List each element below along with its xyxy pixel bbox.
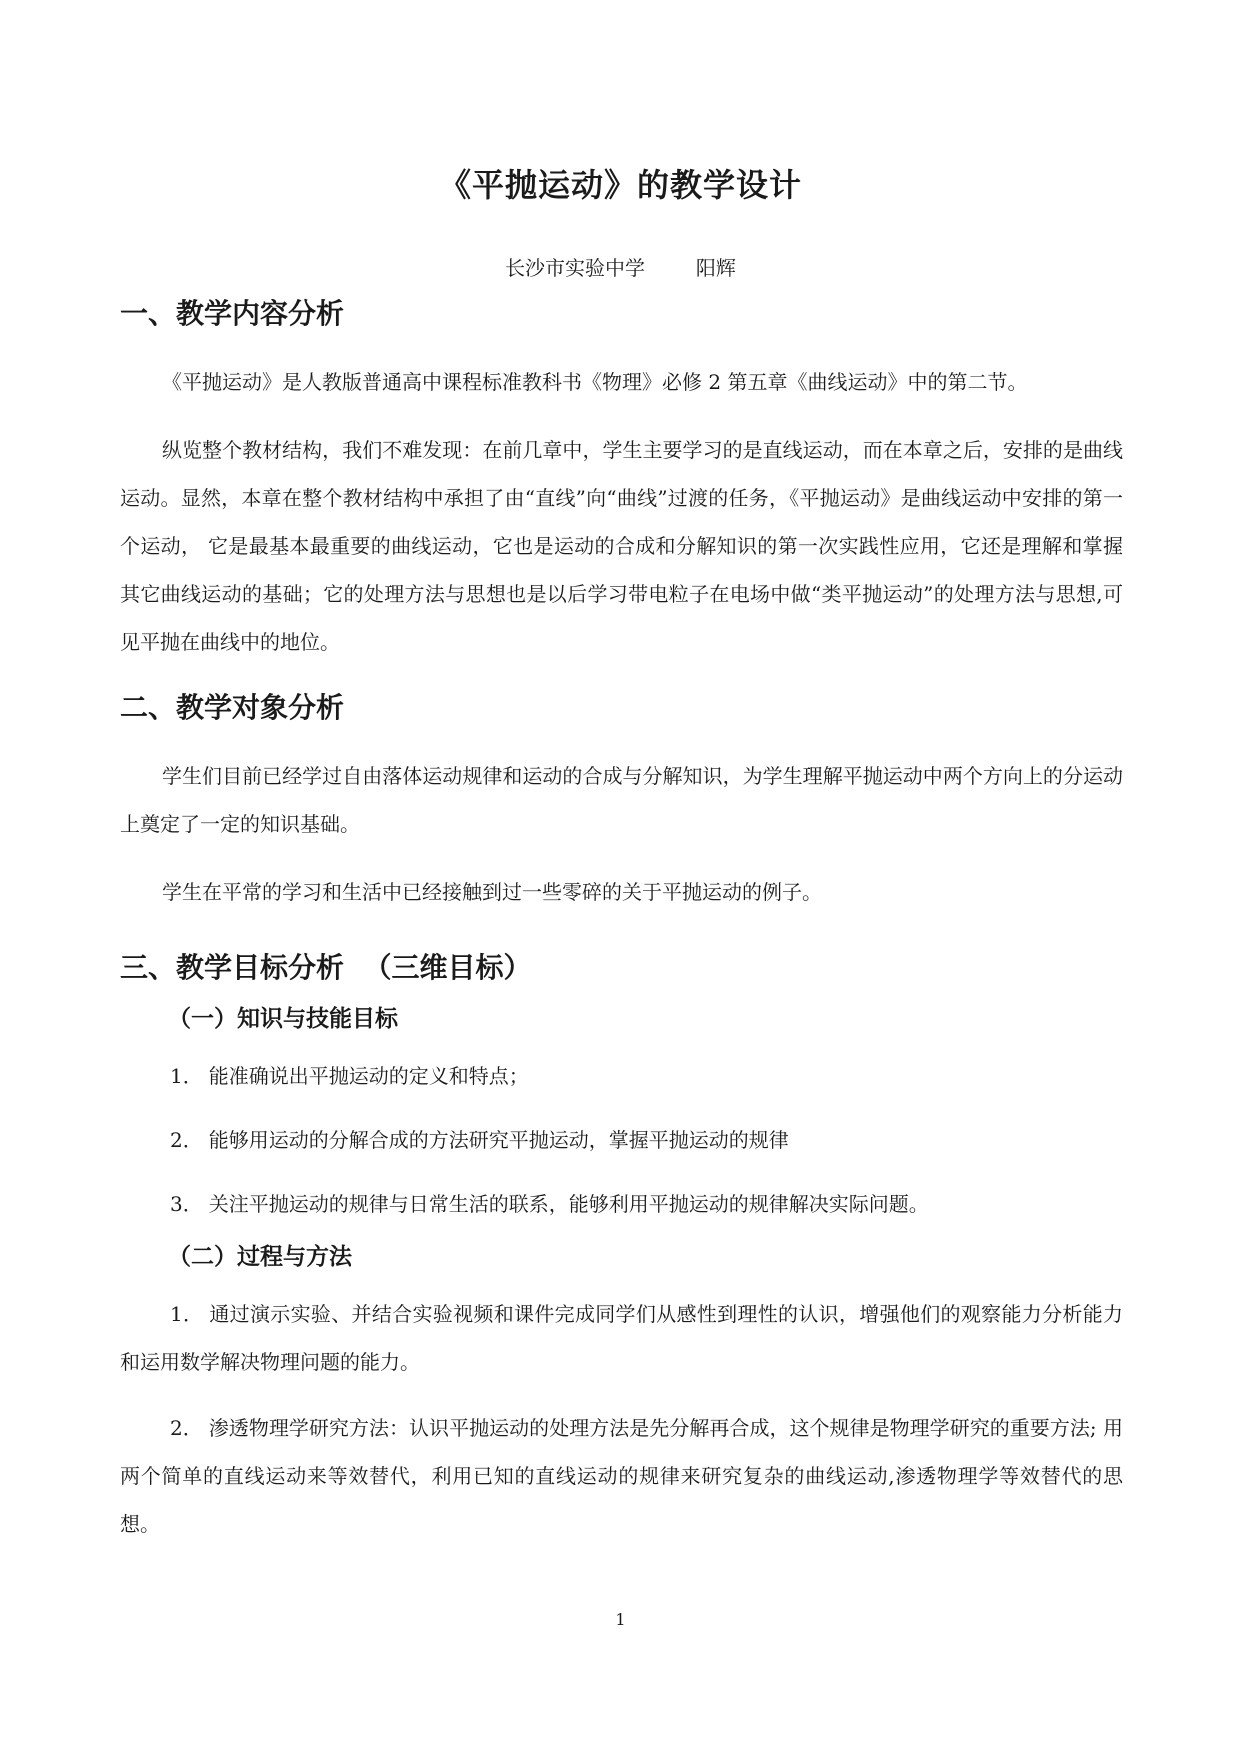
item-text: 能够用运动的分解合成的方法研究平抛运动，掌握平抛运动的规律: [208, 1128, 789, 1152]
author-line: 长沙市实验中学 阳辉: [505, 256, 736, 280]
item-number: 1．: [170, 1302, 204, 1326]
section-heading-content-analysis: 一、教学内容分析: [120, 297, 345, 330]
list-item: [120, 1116, 1123, 1164]
item-text: 能准确说出平抛运动的定义和特点；: [208, 1064, 529, 1088]
page-number: 1: [615, 1610, 626, 1629]
list-item: [120, 1404, 1123, 1548]
list-item: [120, 1052, 1123, 1100]
list-item: [120, 1180, 1123, 1228]
subsection-heading-process-methods: （二）过程与方法: [168, 1244, 352, 1270]
section-heading-audience-analysis: 二、教学对象分析: [120, 691, 345, 724]
item-number: 2．: [170, 1416, 203, 1440]
item-text: 关注平抛运动的规律与日常生活的联系，能够利用平抛运动的规律解决实际问题。: [208, 1192, 929, 1216]
subsection-heading-knowledge-skills: （一）知识与技能目标: [168, 1006, 398, 1032]
paragraph: 《平抛运动》是人教版普通高中课程标准教科书《物理》必修 2 第五章《曲线运动》中的第二节。: [162, 370, 1028, 394]
item-number: 2．: [170, 1128, 203, 1152]
paragraph: 纵览整个教材结构，我们不难发现：在前几章中，学生主要学习的是直线运动，而在本章之后，安排的是曲线运动。显然，本章在整个教材结构中承担了由“直线”向“曲线”过渡的任务，《平抛运动》是曲线运动中安排的第一个运动， 它是最基本最重要的曲线运动，它也是运动的合成和分解知识的第一次实践性应用，它还是理解和掌握其它曲线运动的基础；它的处理方法与思想也是以后学习带电粒子在电场中做“类平抛运动”的处理方法与思想,可见平抛在曲线中的地位。: [120, 438, 1123, 654]
item-number: 3．: [170, 1192, 203, 1216]
document-title: 《平抛运动》的教学设计: [438, 166, 802, 204]
item-text: 渗透物理学研究方法：认识平抛运动的处理方法是先分解再合成，这个规律是物理学研究的重要方法; 用两个简单的直线运动来等效替代，利用已知的直线运动的规律来研究复杂的曲线运动,渗透物理学等效替代的思想。: [120, 1416, 1123, 1536]
item-text: 通过演示实验、并结合实验视频和课件完成同学们从感性到理性的认识，增强他们的观察能力分析能力和运用数学解决物理问题的能力。: [120, 1302, 1124, 1374]
list-item: [120, 1290, 1123, 1386]
paragraph: 学生们目前已经学过自由落体运动规律和运动的合成与分解知识，为学生理解平抛运动中两个方向上的分运动上奠定了一定的知识基础。: [120, 764, 1123, 836]
paragraph: 学生在平常的学习和生活中已经接触到过一些零碎的关于平抛运动的例子。: [162, 880, 822, 904]
item-number: 1．: [170, 1064, 203, 1088]
section-heading-objectives: 三、教学目标分析 （三维目标）: [120, 951, 532, 984]
